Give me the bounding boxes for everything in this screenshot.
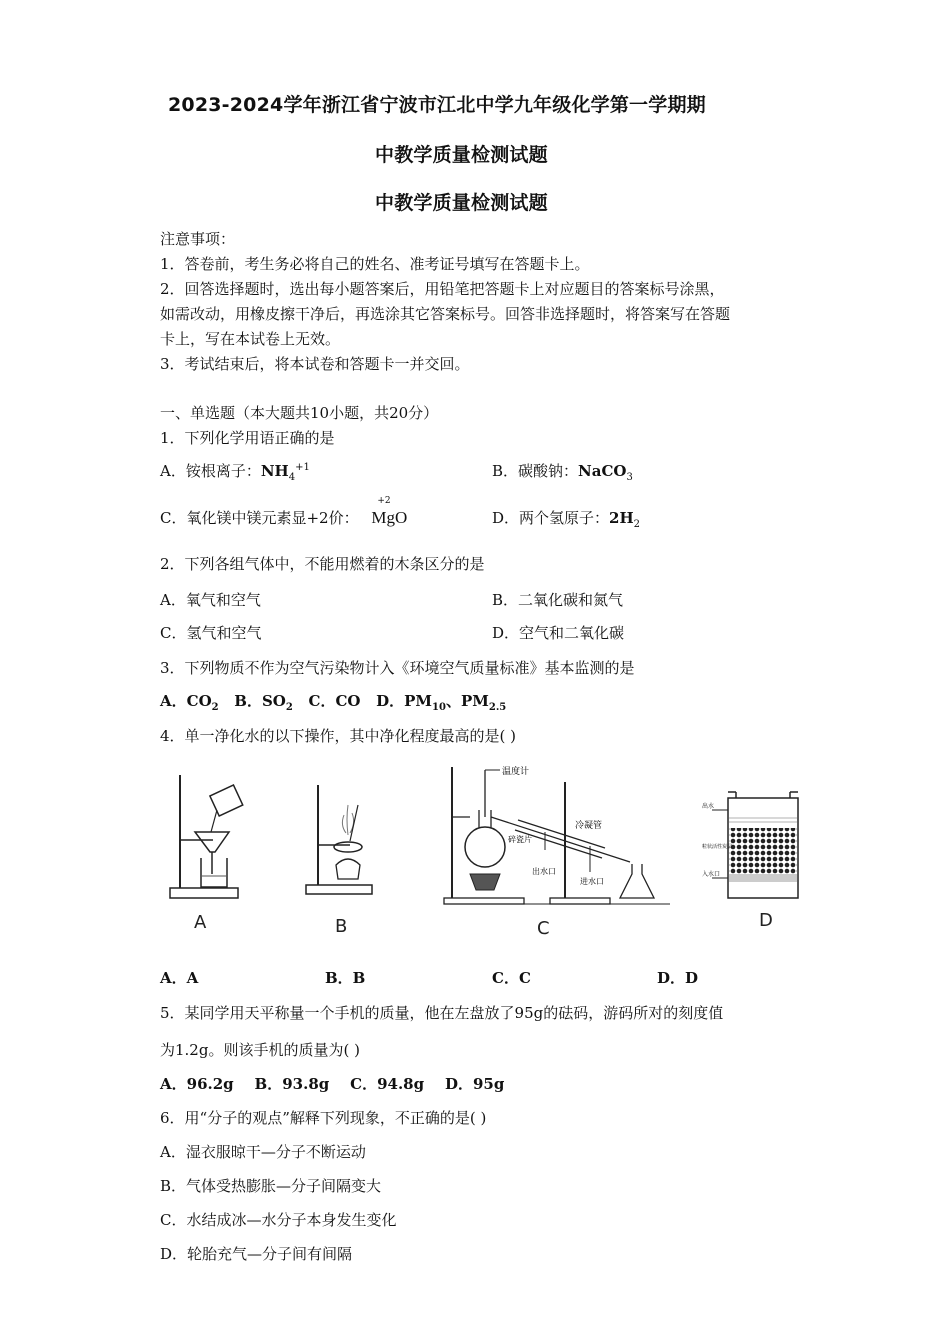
q3-d-mid: 、PM <box>445 692 489 710</box>
q2-option-d: D．空气和二氧化碳 <box>492 624 625 642</box>
notice-heading: 注意事项： <box>160 230 236 248</box>
figure-a-filtration <box>165 770 250 905</box>
notice-line-4: 卡上，写在本试卷上无效。 <box>160 330 341 348</box>
q1-b-sub: 3 <box>626 472 633 483</box>
q5-stem-line-2: 为1.2g。则该手机的质量为( ) <box>160 1041 360 1059</box>
q1-d-sub: 2 <box>633 519 641 530</box>
q3-option-c: C．CO <box>308 692 361 710</box>
figure-d-outlet-label: 出水 <box>702 803 715 810</box>
q3-option-b: B．SO <box>234 692 286 710</box>
figure-d-purifier <box>700 790 810 905</box>
figure-d-label: D <box>759 910 773 931</box>
q1-d-formula: 2H <box>609 509 634 527</box>
q3-option-d: D．PM <box>376 692 433 710</box>
figure-d-carbon-label: 粒状活性炭层 <box>702 844 733 850</box>
figure-a-label: A <box>194 912 207 933</box>
notice-line-5: 3．考试结束后，将本试卷和答题卡一并交回。 <box>160 355 470 373</box>
q1-d-text: D．两个氢原子： <box>492 509 610 527</box>
q4-option-d: D．D <box>657 969 699 987</box>
figure-c-chips-label: 碎瓷片 <box>508 835 532 844</box>
q3-options <box>160 690 506 713</box>
q2-stem: 2．下列各组气体中，不能用燃着的木条区分的是 <box>160 555 485 573</box>
q5-stem-line-1: 5．某同学用天平称量一个手机的质量，他在左盘放了95g的砝码，游码所对的刻度值 <box>160 1004 724 1022</box>
q5-options: A．96.2g B．93.8g C．94.8g D．95g <box>160 1075 505 1093</box>
title-line-1: 2023-2024学年浙江省宁波市江北中学九年级化学第一学期期 <box>168 94 706 116</box>
q4-option-a: A．A <box>160 969 199 987</box>
q6-option-b: B．气体受热膨胀—分子间隔变大 <box>160 1177 382 1195</box>
section-heading: 一、单选题（本大题共10小题，共20分） <box>160 404 439 422</box>
q3-d-sub2: 2.5 <box>488 702 507 713</box>
notice-line-1: 1．答卷前，考生务必将自己的姓名、准考证号填写在答题卡上。 <box>160 255 590 273</box>
q1-a-text: A．铵根离子： <box>160 462 261 480</box>
q1-option-a <box>160 460 310 483</box>
title-line-2: 中教学质量检测试题 <box>375 144 548 166</box>
q3-stem: 3．下列物质不作为空气污染物计入《环境空气质量标准》基本监测的是 <box>160 659 635 677</box>
figure-b-label: B <box>335 916 348 937</box>
q2-option-b: B．二氧化碳和氮气 <box>492 591 624 609</box>
notice-line-3: 如需改动，用橡皮擦干净后，再选涂其它答案标号。回答非选择题时，将答案写在答题 <box>160 305 731 323</box>
q1-a-sup: +1 <box>295 462 310 473</box>
q1-a-sub: 4 <box>288 472 296 483</box>
figure-c-outlet-label: 出水口 <box>532 867 556 876</box>
q6-option-a: A．湿衣服晾干—分子不断运动 <box>160 1143 366 1161</box>
q1-option-d <box>492 507 640 530</box>
figure-d-inlet-label: 入水口 <box>702 871 721 878</box>
q1-c-text: C．氧化镁中镁元素显+2价： <box>160 509 359 527</box>
q1-stem: 1．下列化学用语正确的是 <box>160 429 335 447</box>
q6-option-c: C．水结成冰—水分子本身发生变化 <box>160 1211 397 1229</box>
figure-c-distillation <box>440 762 675 907</box>
q6-stem: 6．用“分子的观点”解释下列现象，不正确的是( ) <box>160 1109 487 1127</box>
q3-option-a: A．CO <box>160 692 212 710</box>
q1-option-b <box>492 460 633 483</box>
q1-c-formula: MgO <box>371 508 408 527</box>
q1-c-oxidation: +2 <box>377 496 391 506</box>
q4-stem: 4．单一净化水的以下操作，其中净化程度最高的是( ) <box>160 727 517 745</box>
q3-b-sub: 2 <box>285 702 293 713</box>
figure-c-label: C <box>537 918 550 939</box>
q6-option-d: D．轮胎充气—分子间有间隔 <box>160 1245 353 1263</box>
q4-option-b: B．B <box>325 969 366 987</box>
q2-option-a: A．氧气和空气 <box>160 591 261 609</box>
q1-b-text: B．碳酸钠： <box>492 462 579 480</box>
q1-a-formula: NH <box>260 462 289 480</box>
q1-c-formula-wrap <box>371 496 408 528</box>
q2-option-c: C．氢气和空气 <box>160 624 262 642</box>
figure-b-evaporation <box>300 775 380 905</box>
q4-option-c: C．C <box>492 969 531 987</box>
figure-c-inlet-label: 进水口 <box>580 877 604 886</box>
notice-line-2: 2．回答选择题时，选出每小题答案后，用铅笔把答题卡上对应题目的答案标号涂黑， <box>160 280 725 298</box>
q1-option-c <box>160 496 408 528</box>
figure-c-thermometer-label: 温度计 <box>502 767 530 777</box>
q1-b-formula: NaCO <box>578 462 627 480</box>
figure-c-condenser-label: 冷凝管 <box>575 821 603 831</box>
title-line-3: 中教学质量检测试题 <box>375 192 548 214</box>
q3-d-sub1: 10 <box>432 702 446 713</box>
q3-a-sub: 2 <box>211 702 219 713</box>
